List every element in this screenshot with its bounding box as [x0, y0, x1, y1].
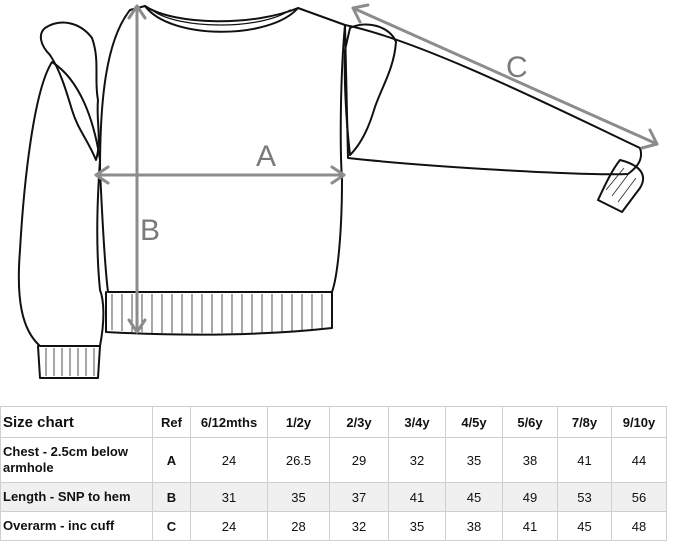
table-cell: 56: [612, 483, 667, 512]
right-sleeve: [345, 25, 641, 174]
table-cell: 37: [330, 483, 389, 512]
table-cell: 41: [389, 483, 446, 512]
table-cell: 45: [558, 512, 612, 541]
table-cell: 38: [503, 438, 558, 483]
table-cell: 41: [503, 512, 558, 541]
table-cell: 38: [446, 512, 503, 541]
table-cell: 44: [612, 438, 667, 483]
row-label: Overarm - inc cuff: [1, 512, 153, 541]
table-cell: 26.5: [268, 438, 330, 483]
header-row: [1, 407, 667, 438]
table-cell: 41: [558, 438, 612, 483]
row-label: Length - SNP to hem: [1, 483, 153, 512]
row-label: Chest - 2.5cm below armhole: [1, 438, 153, 483]
table-cell: 35: [389, 512, 446, 541]
table-cell: 28: [268, 512, 330, 541]
right-ruffle: [345, 24, 396, 155]
right-cuff: [598, 160, 643, 212]
measure-b-label: B: [140, 214, 161, 247]
table-row: [1, 512, 667, 541]
table-cell: 24: [191, 438, 268, 483]
size-header: 9/10y: [612, 407, 667, 438]
left-cuff: [38, 346, 100, 378]
size-header: 1/2y: [268, 407, 330, 438]
left-ruffle: [41, 23, 99, 160]
table-cell: 24: [191, 512, 268, 541]
size-header: 5/6y: [503, 407, 558, 438]
table-cell: 48: [612, 512, 667, 541]
measure-c-line: [353, 8, 657, 144]
table-row: [1, 483, 667, 512]
table-row: [1, 438, 667, 483]
neckline: [145, 6, 298, 32]
left-sleeve: [19, 62, 104, 346]
size-header: 4/5y: [446, 407, 503, 438]
size-chart-table: [0, 406, 667, 541]
row-ref: A: [153, 438, 191, 483]
size-header: 3/4y: [389, 407, 446, 438]
table-cell: 49: [503, 483, 558, 512]
ref-header: Ref: [153, 407, 191, 438]
measure-a-label: A: [256, 140, 277, 173]
table-cell: 32: [389, 438, 446, 483]
row-ref: B: [153, 483, 191, 512]
measure-c-label: C: [506, 51, 528, 84]
table-cell: 35: [268, 483, 330, 512]
size-chart-title: Size chart: [1, 407, 153, 438]
table-cell: 53: [558, 483, 612, 512]
table-cell: 35: [446, 438, 503, 483]
size-header: 7/8y: [558, 407, 612, 438]
size-header: 6/12mths: [191, 407, 268, 438]
table-cell: 29: [330, 438, 389, 483]
table-cell: 31: [191, 483, 268, 512]
table-cell: 32: [330, 512, 389, 541]
size-header: 2/3y: [330, 407, 389, 438]
row-ref: C: [153, 512, 191, 541]
table-cell: 45: [446, 483, 503, 512]
